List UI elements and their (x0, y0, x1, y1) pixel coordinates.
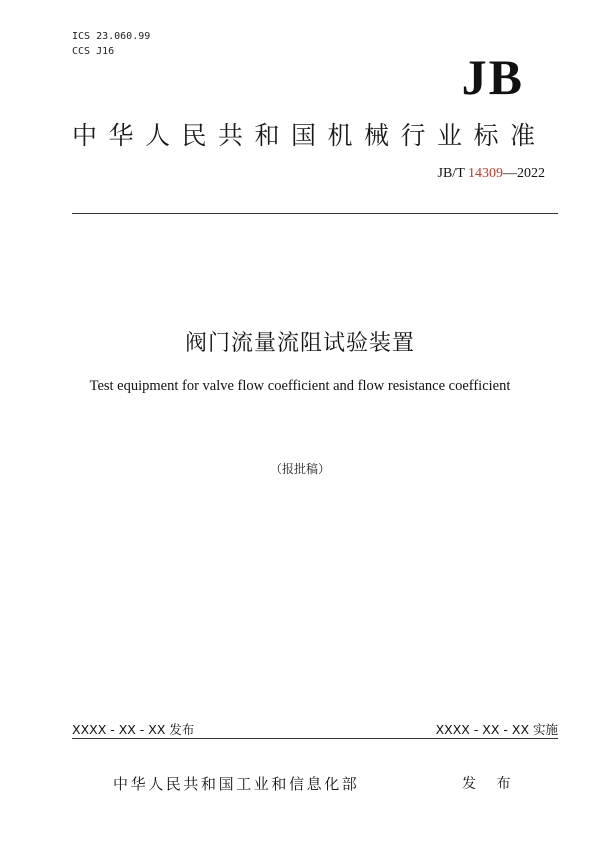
bottom-divider (72, 738, 558, 739)
issuing-ministry: 中华人民共和国工业和信息化部 (113, 775, 360, 793)
code-prefix: JB/T (437, 166, 468, 181)
jb-logo: JB (461, 49, 524, 105)
document-title-cn: 阀门流量流阻试验装置 (184, 331, 415, 356)
ics-code: ICS 23.060.99 (72, 31, 151, 42)
document-title-en: Test equipment for valve flow coefficient and flow resistance coefficient (89, 378, 511, 394)
code-number: 14309 (468, 166, 503, 181)
standard-title: 中华人民共和国机械行业标准 (72, 121, 547, 150)
ccs-code: CCS J16 (72, 46, 115, 57)
standard-code (438, 166, 545, 182)
implementation-date: XXXX - XX - XX 实施 (435, 722, 558, 737)
publish-label: 发 布 (462, 776, 519, 792)
draft-label: （报批稿） (269, 462, 330, 476)
code-suffix: —2022 (503, 166, 545, 181)
top-divider (72, 213, 558, 214)
issue-date: XXXX - XX - XX 发布 (72, 722, 195, 737)
